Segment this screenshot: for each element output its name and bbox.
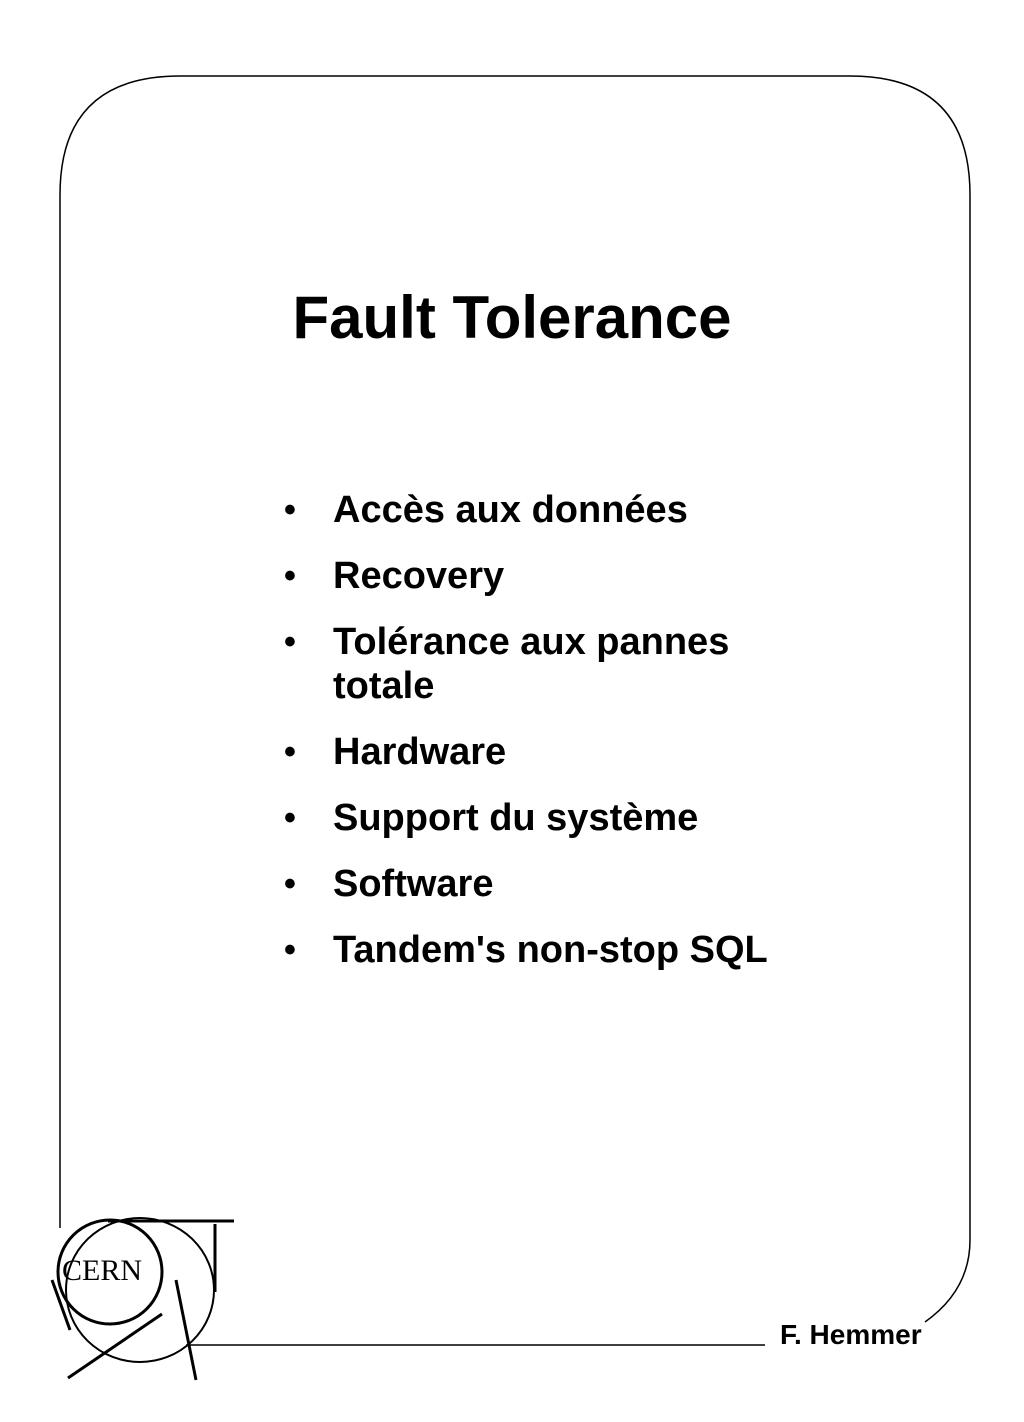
bullet-list <box>280 488 840 994</box>
author-name: F. Hemmer <box>780 1319 922 1350</box>
bullet-text: Software <box>333 863 494 905</box>
list-item <box>280 730 840 774</box>
bullet-icon: • <box>284 733 296 771</box>
list-item <box>280 796 840 840</box>
bullet-icon: • <box>284 557 296 595</box>
slide-title: Fault Tolerance <box>292 284 732 351</box>
bullet-icon: • <box>284 623 296 661</box>
bullet-icon: • <box>284 931 296 969</box>
bullet-icon: • <box>284 491 296 529</box>
list-item <box>280 620 803 708</box>
cern-logo-text: CERN <box>62 1254 143 1287</box>
bullet-icon: • <box>284 865 296 903</box>
list-item <box>280 554 840 598</box>
bullet-text: Tandem's non-stop SQL <box>333 929 768 971</box>
bullet-text: Support du système <box>333 797 699 839</box>
bullet-text: Recovery <box>333 555 505 597</box>
list-item <box>280 862 840 906</box>
cern-logo <box>40 1210 250 1390</box>
bullet-icon: • <box>284 799 296 837</box>
bullet-text: Tolérance aux pannes totale <box>333 621 730 707</box>
list-item <box>280 488 840 532</box>
bullet-text: Hardware <box>333 731 507 773</box>
bullet-text: Accès aux données <box>333 489 688 531</box>
list-item <box>280 928 840 972</box>
